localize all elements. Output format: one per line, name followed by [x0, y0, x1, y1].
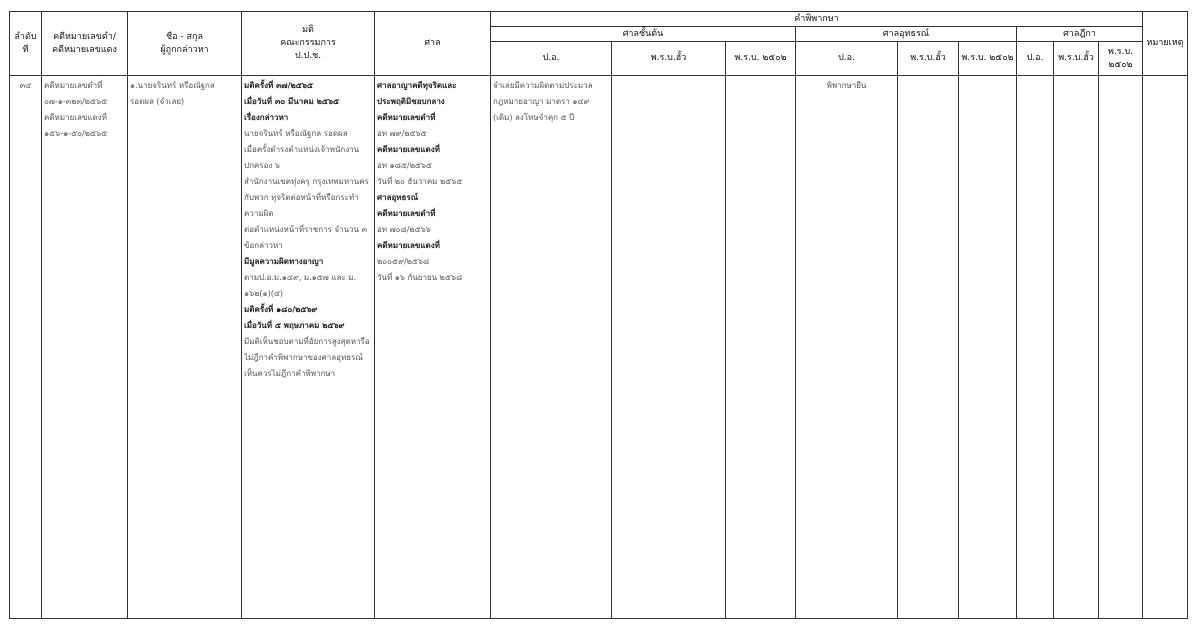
header-supreme-act-2502: พ.ร.บ. ๒๕๐๒: [1099, 42, 1143, 76]
cell-first-instance-criminal-code: จำเลยมีความผิดตามประมวล กฎหมายอาญา มาตรา ๑๔๙ (เดิม) ลงโทษจำคุก ๕ ปี: [491, 76, 612, 619]
resolution-line: ข้อกล่าวหา: [244, 241, 283, 250]
court-line: อท ๗๙/๒๕๖๕: [377, 129, 427, 138]
cell-resolution: [242, 76, 375, 619]
header-remarks: หมายเหตุ: [1143, 12, 1188, 76]
court-line: คดีหมายเลขดำที่: [377, 209, 436, 218]
court-line: คดีหมายเลขดำที่: [377, 113, 436, 122]
header-first-anti-corruption: พ.ร.บ.ฮั้ว: [612, 42, 726, 76]
resolution-line: มีมติเห็นชอบตามที่อัยการสูงสุดหารือ: [244, 337, 370, 346]
resolution-line: ต่อตำแหน่งหน้าที่ราชการ จำนวน ๓: [244, 225, 368, 234]
header-first-act-2502: พ.ร.บ. ๒๕๐๒: [726, 42, 796, 76]
court-line: คดีหมายเลขแดงที่: [377, 145, 440, 154]
cell-first-instance-act-2502: [726, 76, 796, 619]
header-judgment: คำพิพากษา: [491, 12, 1143, 27]
cell-remarks: [1143, 76, 1188, 619]
cell-court: [375, 76, 491, 619]
court-line: อท ๗๐๘/๒๕๖๖: [377, 225, 431, 234]
resolution-line: สำนักงานเขตทุ่งครุ กรุงเทพมหานคร: [244, 177, 369, 186]
resolution-line: ๑๖๒(๑)(๔): [244, 289, 284, 298]
header-first-criminal-code: ป.อ.: [491, 42, 612, 76]
resolution-line: เมื่อวันที่ ๓๐ มีนาคม ๒๕๖๕: [244, 97, 340, 106]
judgment-table: [9, 11, 1188, 619]
header-appeal-criminal-code: ป.อ.: [796, 42, 898, 76]
header-resolution: มติ คณะกรรมการ ป.ป.ช.: [242, 12, 375, 76]
court-line: ศาลอาญาคดีทุจริตและ: [377, 81, 457, 90]
cell-accused: ๑.นายจรินทร์ หรือณัฐกล รอดผล (จำเลย): [128, 76, 242, 619]
cell-appeal-criminal-code: พิพากษายืน: [796, 76, 898, 619]
header-case-numbers: คดีหมายเลขดำ/ คดีหมายเลขแดง: [42, 12, 128, 76]
resolution-line: มติครั้งที่ ๑๘๐/๒๕๖๙: [244, 305, 318, 314]
header-supreme-anti-corruption: พ.ร.บ.ฮั้ว: [1054, 42, 1099, 76]
cell-supreme-anti-corruption: [1054, 76, 1099, 619]
resolution-line: มติครั้งที่ ๓๗/๒๕๖๕: [244, 81, 313, 90]
resolution-line: กับพวก ทุจริตต่อหน้าที่หรือกระทำ: [244, 193, 359, 202]
court-line: ประพฤติมิชอบกลาง: [377, 97, 445, 106]
court-line: คดีหมายเลขแดงที่: [377, 241, 440, 250]
header-order: ลำดับ ที่: [10, 12, 42, 76]
header-appeal-act-2502: พ.ร.บ. ๒๕๐๒: [959, 42, 1017, 76]
cell-supreme-criminal-code: [1017, 76, 1054, 619]
resolution-line: เห็นควรไม่ฎีกาคำพิพากษา: [244, 369, 336, 378]
header-court: ศาล: [375, 12, 491, 76]
header-supreme: ศาลฎีกา: [1017, 27, 1143, 42]
resolution-line: เมื่อครั้งดำรงตำแหน่งเจ้าพนักงาน: [244, 145, 360, 154]
resolution-line: เมื่อวันที่ ๕ พฤษภาคม ๒๕๖๙: [244, 321, 345, 330]
resolution-line: เรื่องกล่าวหา: [244, 113, 289, 122]
resolution-line: ปกครอง ๖: [244, 161, 280, 170]
court-line: วันที่ ๒๐ ธันวาคม ๒๕๖๕: [377, 177, 463, 186]
resolution-line: มีมูลความผิดทางอาญา: [244, 257, 324, 266]
resolution-line: ความผิด: [244, 209, 274, 218]
court-line: ๒๐๐๕๙/๒๕๖๘: [377, 257, 430, 266]
header-supreme-criminal-code: ป.อ.: [1017, 42, 1054, 76]
cell-appeal-anti-corruption: [898, 76, 959, 619]
cell-case-numbers: คดีหมายเลขดำที่ ๐๗-๑-๓๒๓/๒๕๖๕ คดีหมายเลขแดงที่ ๑๕๖-๑-๕๐/๒๕๖๕: [42, 76, 128, 619]
header-accused: ชื่อ - สกุล ผู้ถูกกล่าวหา: [128, 12, 242, 76]
cell-supreme-act-2502: [1099, 76, 1143, 619]
cell-order: ๓๔: [10, 76, 42, 619]
cell-appeal-act-2502: [959, 76, 1017, 619]
resolution-line: นายจรินทร์ หรือณัฐกล รอดผล: [244, 129, 348, 138]
header-appeal: ศาลอุทธรณ์: [796, 27, 1017, 42]
court-line: วันที่ ๑๖ กันยายน ๒๕๖๘: [377, 273, 463, 282]
court-line: อท ๑๘๕/๒๕๖๕: [377, 161, 433, 170]
resolution-line: ตามป.อ.ม.๑๔๙, ม.๑๕๗ และ ม.: [244, 273, 357, 282]
court-line: ศาลอุทธรณ์: [377, 193, 419, 202]
resolution-line: ไม่ฎีกาคำพิพากษาของศาลอุทธรณ์: [244, 353, 363, 362]
header-appeal-anti-corruption: พ.ร.บ.ฮั้ว: [898, 42, 959, 76]
cell-first-instance-anti-corruption: [612, 76, 726, 619]
header-first-instance: ศาลชั้นต้น: [491, 27, 796, 42]
table-row: [10, 76, 1188, 619]
